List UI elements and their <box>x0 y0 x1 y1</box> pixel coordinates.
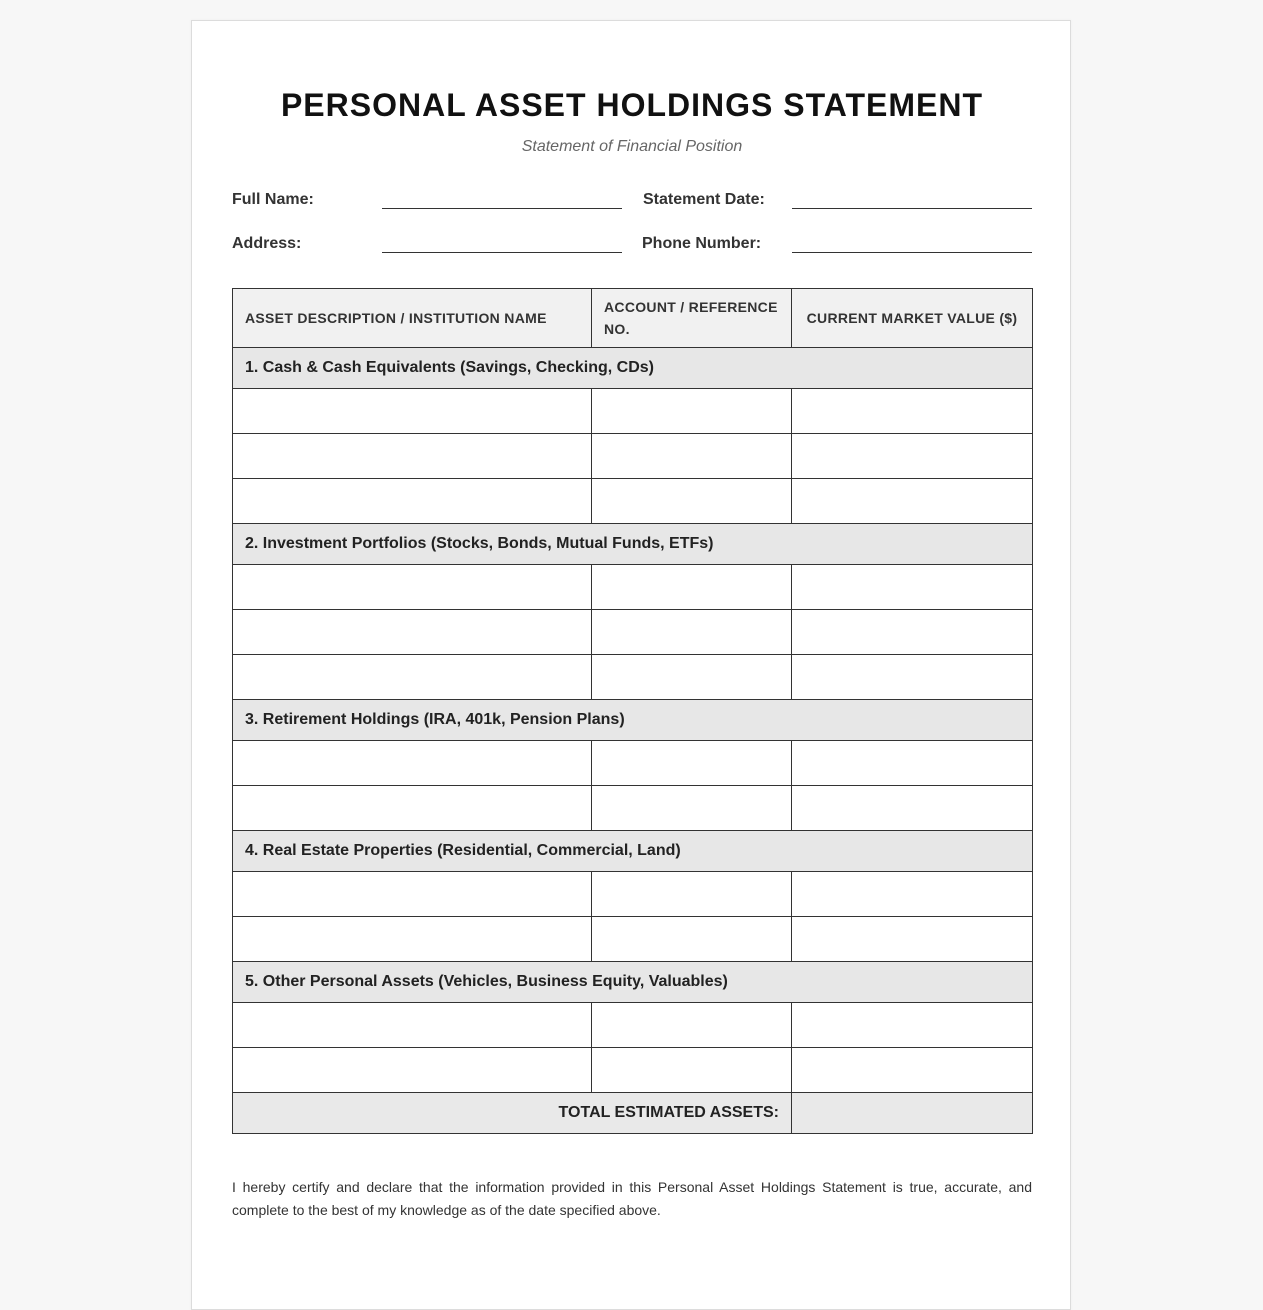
total-value-cell[interactable] <box>792 1093 1033 1134</box>
table-row <box>233 1003 1033 1048</box>
section-header-row <box>233 524 1033 565</box>
table-header-row <box>233 289 1033 348</box>
market-value-cell[interactable] <box>792 917 1033 962</box>
document-title: PERSONAL ASSET HOLDINGS STATEMENT <box>280 87 984 123</box>
asset-description-cell[interactable] <box>233 917 592 962</box>
account-reference-cell[interactable] <box>592 655 792 700</box>
account-reference-cell[interactable] <box>592 610 792 655</box>
address-field[interactable] <box>382 251 622 253</box>
full-name-field[interactable] <box>382 207 622 209</box>
asset-description-cell[interactable] <box>233 872 592 917</box>
section-header-row <box>233 700 1033 741</box>
account-reference-cell[interactable] <box>592 741 792 786</box>
table-row <box>233 434 1033 479</box>
market-value-cell[interactable] <box>792 1003 1033 1048</box>
section-header-row <box>233 962 1033 1003</box>
header-asset-description: ASSET DESCRIPTION / INSTITUTION NAME <box>233 289 592 348</box>
section-title: 1. Cash & Cash Equivalents (Savings, Checking, CDs) <box>233 348 1033 389</box>
account-reference-cell[interactable] <box>592 1048 792 1093</box>
account-reference-cell[interactable] <box>592 872 792 917</box>
statement-date-label: Statement Date: <box>643 191 765 208</box>
document-page <box>191 20 1071 1310</box>
full-name-label: Full Name: <box>232 191 314 208</box>
section-title: 3. Retirement Holdings (IRA, 401k, Pension Plans) <box>233 700 1033 741</box>
market-value-cell[interactable] <box>792 1048 1033 1093</box>
table-row <box>233 389 1033 434</box>
table-row <box>233 1048 1033 1093</box>
phone-number-field[interactable] <box>792 251 1032 253</box>
account-reference-cell[interactable] <box>592 786 792 831</box>
market-value-cell[interactable] <box>792 872 1033 917</box>
total-row <box>233 1093 1033 1134</box>
table-row <box>233 741 1033 786</box>
section-header-row <box>233 348 1033 389</box>
market-value-cell[interactable] <box>792 434 1033 479</box>
table-row <box>233 872 1033 917</box>
asset-description-cell[interactable] <box>233 1048 592 1093</box>
total-label: TOTAL ESTIMATED ASSETS: <box>233 1093 792 1134</box>
market-value-cell[interactable] <box>792 655 1033 700</box>
market-value-cell[interactable] <box>792 565 1033 610</box>
asset-description-cell[interactable] <box>233 741 592 786</box>
account-reference-cell[interactable] <box>592 565 792 610</box>
asset-description-cell[interactable] <box>233 655 592 700</box>
table-row <box>233 610 1033 655</box>
statement-date-field[interactable] <box>792 207 1032 209</box>
section-title: 2. Investment Portfolios (Stocks, Bonds, Mutual Funds, ETFs) <box>233 524 1033 565</box>
section-title: 5. Other Personal Assets (Vehicles, Business Equity, Valuables) <box>233 962 1033 1003</box>
account-reference-cell[interactable] <box>592 434 792 479</box>
address-label: Address: <box>232 235 302 252</box>
phone-number-label: Phone Number: <box>642 235 762 252</box>
account-reference-cell[interactable] <box>592 479 792 524</box>
asset-description-cell[interactable] <box>233 565 592 610</box>
document-subtitle: Statement of Financial Position <box>521 138 743 155</box>
table-row <box>233 786 1033 831</box>
market-value-cell[interactable] <box>792 479 1033 524</box>
account-reference-cell[interactable] <box>592 389 792 434</box>
header-account-reference: ACCOUNT / REFERENCE NO. <box>592 289 792 348</box>
market-value-cell[interactable] <box>792 389 1033 434</box>
asset-description-cell[interactable] <box>233 786 592 831</box>
field-row-address-phone <box>232 231 1032 261</box>
table-row <box>233 565 1033 610</box>
asset-description-cell[interactable] <box>233 1003 592 1048</box>
assets-table <box>232 288 1033 1134</box>
section-header-row <box>233 831 1033 872</box>
asset-description-cell[interactable] <box>233 389 592 434</box>
table-row <box>233 917 1033 962</box>
market-value-cell[interactable] <box>792 786 1033 831</box>
account-reference-cell[interactable] <box>592 917 792 962</box>
header-market-value: CURRENT MARKET VALUE ($) <box>792 289 1033 348</box>
certification-statement: I hereby certify and declare that the information provided in this Personal Asset Holdings Statement is true, accurate, and complete to the best of my knowledge as of the date specified above. <box>232 1179 1032 1218</box>
table-row <box>233 655 1033 700</box>
market-value-cell[interactable] <box>792 610 1033 655</box>
field-row-name-date <box>232 187 1032 217</box>
market-value-cell[interactable] <box>792 741 1033 786</box>
asset-description-cell[interactable] <box>233 479 592 524</box>
asset-description-cell[interactable] <box>233 434 592 479</box>
table-row <box>233 479 1033 524</box>
account-reference-cell[interactable] <box>592 1003 792 1048</box>
asset-description-cell[interactable] <box>233 610 592 655</box>
assets-table-body <box>233 348 1033 1134</box>
section-title: 4. Real Estate Properties (Residential, Commercial, Land) <box>233 831 1033 872</box>
